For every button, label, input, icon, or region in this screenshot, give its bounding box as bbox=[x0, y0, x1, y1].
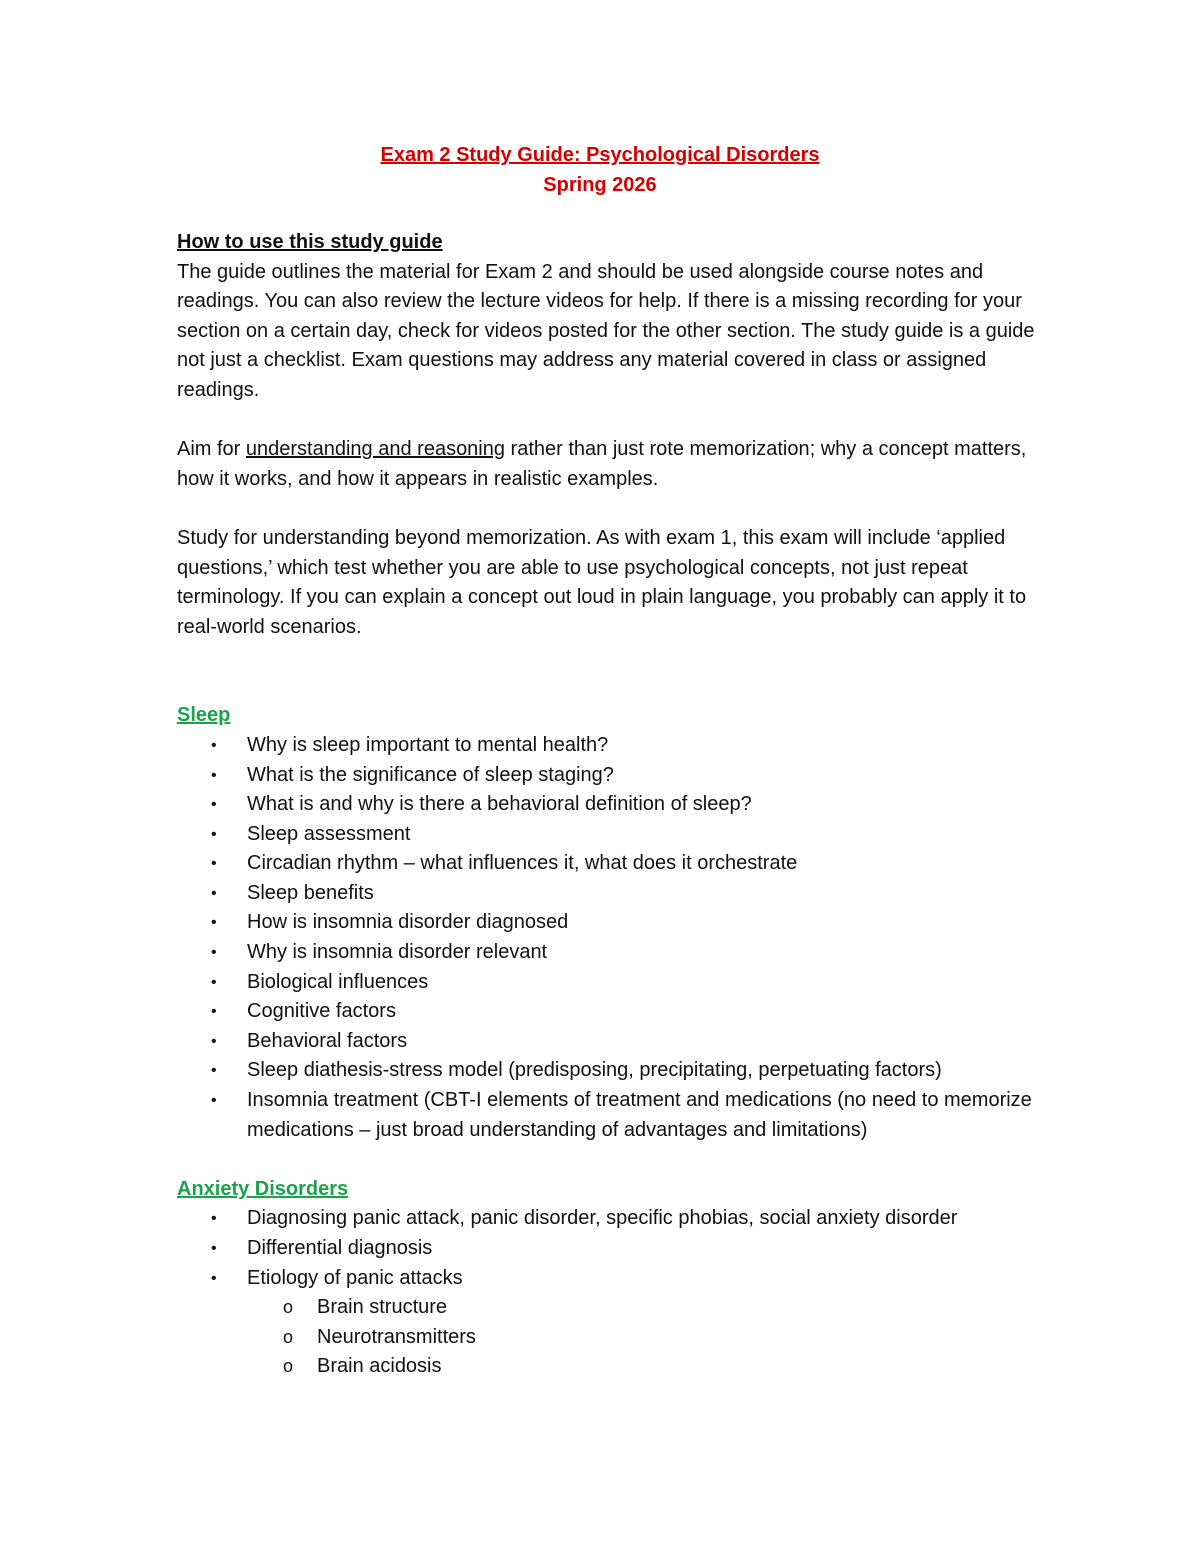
bullet-icon: • bbox=[211, 736, 217, 754]
guide-paragraph-2-emphasis: understanding and reasoning bbox=[245, 438, 505, 461]
sub-list-item: o Neurotransmitters bbox=[177, 1323, 1037, 1353]
anxiety-list bbox=[177, 1204, 1037, 1382]
guide-paragraph-1: The guide outlines the material for Exam 2 and should be used alongside course notes and readings. You can also review the lecture videos for help. If there is a missing recording for your section on a certain day, check for videos posted for the other section. The study guide is a guide not just a checklist. Exam questions may address any material covered in class or assigned readings. bbox=[177, 260, 1035, 401]
bullet-icon: • bbox=[211, 855, 217, 873]
bullet-icon: • bbox=[211, 1240, 217, 1257]
bullet-icon: • bbox=[211, 1003, 217, 1021]
list-item: • Sleep diathesis-stress model (predisposing, precipitating, perpetuating factors) bbox=[177, 1056, 1037, 1086]
list-item: • Diagnosing panic attack, panic disorder, specific phobias, social anxiety disorder bbox=[177, 1204, 1037, 1234]
bullet-icon: • bbox=[211, 766, 217, 784]
bullet-icon: • bbox=[211, 914, 217, 932]
guide-paragraph-2-end: rather than just rote memorization; why a concept matters, how it works, and how it appears in realistic examples. bbox=[177, 438, 1027, 490]
sleep-list bbox=[177, 731, 1037, 1145]
list-item: • Behavioral factors bbox=[177, 1027, 1037, 1057]
bullet-icon: • bbox=[211, 1062, 217, 1080]
list-item: • Differential diagnosis bbox=[177, 1234, 1037, 1264]
list-item: • Etiology of panic attacks o Brain structure o Neurotransmitters o Brain acidosis bbox=[177, 1264, 1037, 1382]
bullet-icon: • bbox=[211, 944, 217, 962]
list-item: • Why is insomnia disorder relevant bbox=[177, 938, 1037, 968]
list-item: • Sleep assessment bbox=[177, 820, 1037, 850]
title-line-1: Exam 2 Study Guide: Psychological Disorders bbox=[380, 144, 820, 166]
document-content bbox=[177, 140, 1037, 1382]
sub-bullet-icon: o bbox=[283, 1297, 294, 1318]
bullet-icon: • bbox=[211, 825, 217, 843]
list-item: • Insomnia treatment (CBT-I elements of treatment and medications (no need to memorize medications – just broad understanding of advantages and limitations) bbox=[177, 1086, 1037, 1145]
sub-list-item: o Brain structure bbox=[177, 1293, 1037, 1323]
anxiety-heading: Anxiety Disorders bbox=[177, 1177, 349, 1200]
list-item: • Biological influences bbox=[177, 968, 1037, 998]
bullet-icon: • bbox=[211, 796, 217, 814]
sub-list-item: o Brain acidosis bbox=[177, 1352, 1037, 1382]
guide-paragraph-2 bbox=[177, 435, 1037, 494]
bullet-icon: • bbox=[211, 1092, 217, 1110]
guide-heading: How to use this study guide bbox=[177, 231, 443, 253]
list-item: • Why is sleep important to mental health? bbox=[177, 731, 1037, 761]
list-item: • Sleep benefits bbox=[177, 879, 1037, 909]
anxiety-sublist bbox=[247, 1293, 1037, 1382]
list-item: • How is insomnia disorder diagnosed bbox=[177, 908, 1037, 938]
list-item: • What is and why is there a behavioral definition of sleep? bbox=[177, 790, 1037, 820]
list-item: • Circadian rhythm – what influences it, what does it orchestrate bbox=[177, 849, 1037, 879]
bullet-icon: • bbox=[211, 1269, 217, 1287]
bullet-icon: • bbox=[211, 884, 217, 902]
sub-bullet-icon: o bbox=[283, 1356, 294, 1377]
bullet-icon: • bbox=[211, 1210, 217, 1228]
guide-paragraph-2-start: Aim for bbox=[177, 438, 246, 461]
document-title bbox=[0, 140, 1200, 200]
bullet-icon: • bbox=[211, 973, 217, 991]
bullet-icon: • bbox=[211, 1032, 217, 1050]
sleep-heading: Sleep bbox=[177, 704, 231, 727]
list-item: • What is the significance of sleep staging? bbox=[177, 761, 1037, 791]
list-item: • Cognitive factors bbox=[177, 997, 1037, 1027]
title-line-2: Spring 2026 bbox=[543, 174, 657, 196]
guide-paragraph-3: Study for understanding beyond memorization. As with exam 1, this exam will include ‘applied questions,’ which test whether you are able to use psychological concepts, not just repeat terminology. If you can explain a concept out loud in plain language, you probably can apply it to real-world scenarios. bbox=[177, 526, 1027, 638]
sub-bullet-icon: o bbox=[283, 1326, 294, 1347]
